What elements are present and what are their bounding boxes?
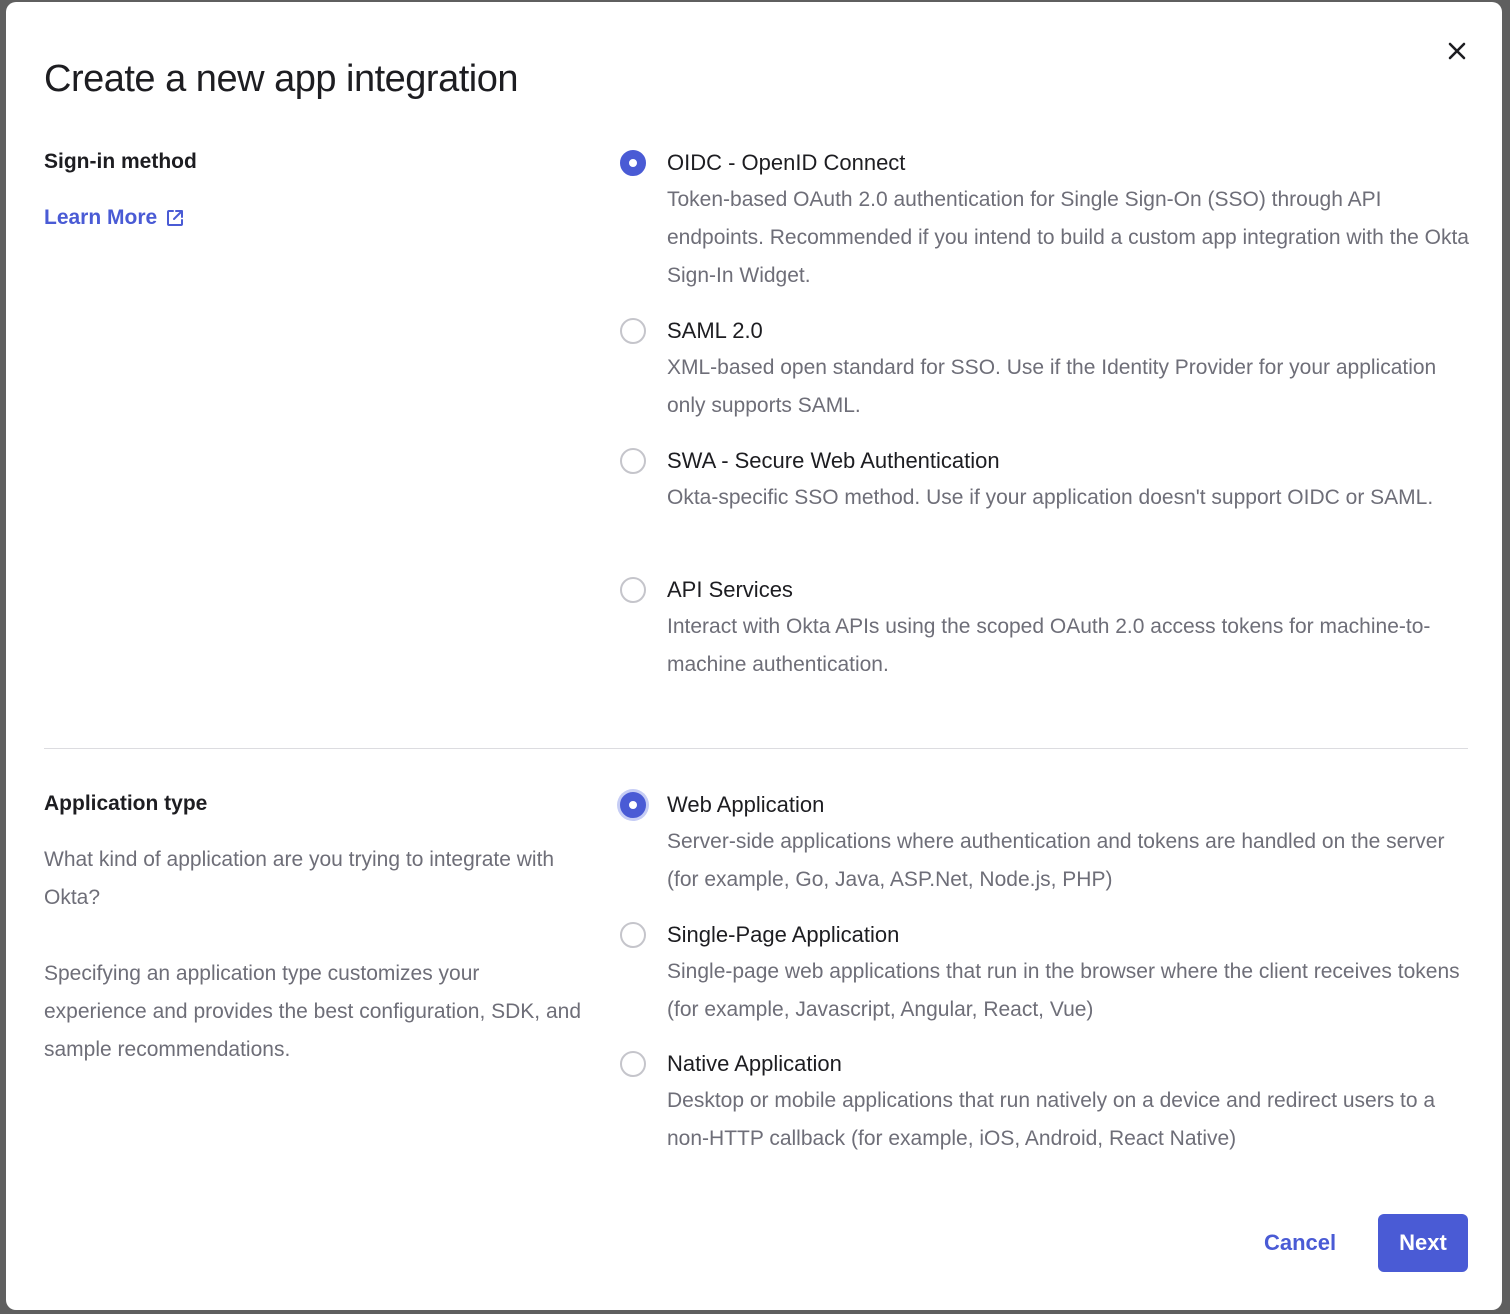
option-label-api-services: API Services xyxy=(667,577,793,602)
close-icon xyxy=(1440,34,1474,68)
option-label-oidc: OIDC - OpenID Connect xyxy=(667,150,906,175)
option-label-swa: SWA - Secure Web Authentication xyxy=(667,448,1000,473)
option-label-saml: SAML 2.0 xyxy=(667,318,763,343)
option-description-api-services: Interact with Okta APIs using the scoped OAuth 2.0 access tokens for machine-to-machine authentication. xyxy=(667,615,1431,676)
radio-option-oidc[interactable] xyxy=(620,145,1480,295)
learn-more-text: Learn More xyxy=(44,206,158,229)
option-label-native-application: Native Application xyxy=(667,1051,842,1076)
next-button[interactable]: Next xyxy=(1378,1214,1468,1272)
application-type-question: What kind of application are you trying to integrate with Okta? xyxy=(44,848,555,909)
radio-option-web-application[interactable] xyxy=(620,787,1480,899)
option-description-oidc: Token-based OAuth 2.0 authentication for Single Sign-On (SSO) through API endpoints. Recommended if you intend to build a custom app integration with the Okta Sign-In Widget. xyxy=(667,188,1469,287)
section-divider xyxy=(44,748,1468,749)
option-description-web-application: Server-side applications where authentication and tokens are handled on the server (for example, Go, Java, ASP.Net, Node.js, PHP) xyxy=(667,830,1445,891)
close-button[interactable] xyxy=(1440,34,1474,68)
option-label-web-application: Web Application xyxy=(667,792,825,817)
radio-option-single-page-application[interactable] xyxy=(620,917,1480,1029)
option-description-swa: Okta-specific SSO method. Use if your application doesn't support OIDC or SAML. xyxy=(667,486,1434,509)
external-link-icon xyxy=(165,208,185,228)
learn-more-link[interactable] xyxy=(44,206,185,230)
option-description-native-application: Desktop or mobile applications that run natively on a device and redirect users to a non-HTTP callback (for example, iOS, Android, React Native) xyxy=(667,1089,1436,1150)
radio-button-single-page-application[interactable] xyxy=(620,922,646,948)
radio-option-api-services[interactable] xyxy=(620,572,1480,684)
radio-option-native-application[interactable] xyxy=(620,1046,1480,1158)
radio-option-swa[interactable] xyxy=(620,443,1480,517)
application-type-help: Specifying an application type customizes your experience and provides the best configuration, SDK, and sample recommendations. xyxy=(44,962,582,1061)
radio-button-saml[interactable] xyxy=(620,318,646,344)
dialog-title: Create a new app integration xyxy=(44,58,518,100)
option-label-single-page-application: Single-Page Application xyxy=(667,922,900,947)
radio-button-oidc[interactable] xyxy=(620,150,646,176)
radio-button-native-application[interactable] xyxy=(620,1051,646,1077)
radio-button-web-application[interactable] xyxy=(620,792,646,818)
create-app-integration-dialog xyxy=(6,2,1502,1310)
sign-in-method-label: Sign-in method xyxy=(44,150,197,173)
cancel-button[interactable]: Cancel xyxy=(1250,1214,1350,1272)
radio-button-api-services[interactable] xyxy=(620,577,646,603)
radio-option-saml[interactable] xyxy=(620,313,1480,425)
application-type-label: Application type xyxy=(44,792,208,815)
option-description-single-page-application: Single-page web applications that run in the browser where the client receives tokens (for example, Javascript, Angular, React, Vue) xyxy=(667,960,1460,1021)
option-description-saml: XML-based open standard for SSO. Use if the Identity Provider for your application only supports SAML. xyxy=(667,356,1437,417)
radio-button-swa[interactable] xyxy=(620,448,646,474)
